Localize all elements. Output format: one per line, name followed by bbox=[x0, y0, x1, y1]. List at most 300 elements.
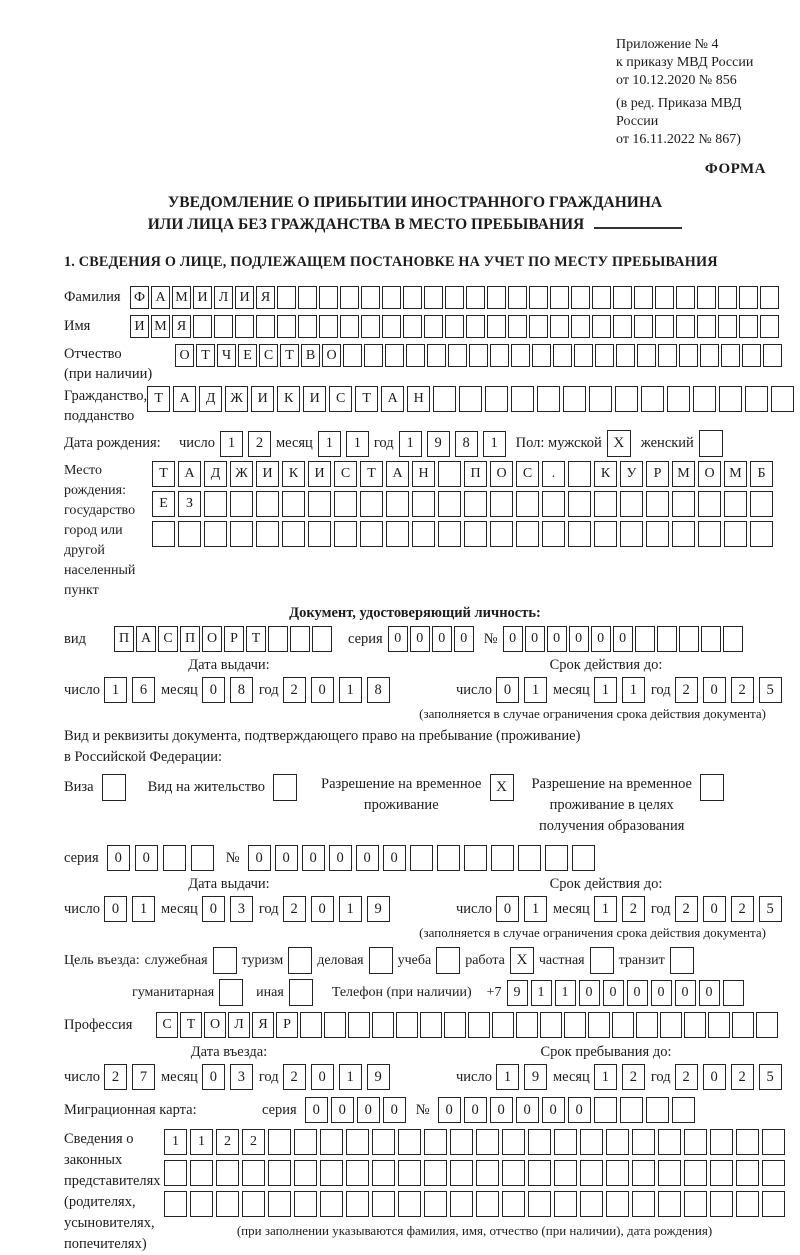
char-cell[interactable] bbox=[762, 1160, 785, 1186]
char-cell[interactable] bbox=[340, 315, 359, 338]
char-cell[interactable] bbox=[450, 1191, 473, 1217]
char-cell[interactable] bbox=[745, 386, 768, 412]
other-checkbox[interactable] bbox=[289, 979, 313, 1006]
char-cell[interactable]: 0 bbox=[496, 896, 519, 922]
residence-permit-checkbox[interactable] bbox=[273, 774, 297, 801]
char-cell[interactable]: 0 bbox=[438, 1097, 461, 1123]
char-cell[interactable] bbox=[718, 315, 737, 338]
char-cell[interactable] bbox=[632, 1160, 655, 1186]
char-cell[interactable] bbox=[298, 315, 317, 338]
char-cell[interactable] bbox=[191, 845, 214, 871]
char-cell[interactable] bbox=[701, 626, 721, 652]
char-cell[interactable] bbox=[698, 491, 721, 517]
char-cell[interactable] bbox=[658, 344, 677, 367]
char-cell[interactable] bbox=[343, 344, 362, 367]
char-cell[interactable]: И bbox=[193, 286, 212, 309]
char-cell[interactable] bbox=[438, 521, 461, 547]
char-cell[interactable] bbox=[563, 386, 586, 412]
char-cell[interactable]: О bbox=[202, 626, 222, 652]
char-cell[interactable] bbox=[592, 286, 611, 309]
char-cell[interactable] bbox=[655, 286, 674, 309]
char-cell[interactable]: 1 bbox=[399, 431, 422, 457]
char-cell[interactable]: 8 bbox=[230, 677, 253, 703]
char-cell[interactable]: 0 bbox=[202, 1064, 225, 1090]
char-cell[interactable] bbox=[502, 1191, 525, 1217]
char-cell[interactable]: 1 bbox=[594, 896, 617, 922]
char-cell[interactable] bbox=[346, 1129, 369, 1155]
char-cell[interactable] bbox=[616, 344, 635, 367]
work-checkbox[interactable]: X bbox=[510, 947, 534, 974]
char-cell[interactable] bbox=[268, 1160, 291, 1186]
char-cell[interactable]: 0 bbox=[311, 896, 334, 922]
char-cell[interactable]: С bbox=[334, 461, 357, 487]
char-cell[interactable] bbox=[412, 521, 435, 547]
char-cell[interactable] bbox=[637, 344, 656, 367]
char-cell[interactable] bbox=[268, 626, 288, 652]
char-cell[interactable] bbox=[319, 286, 338, 309]
char-cell[interactable] bbox=[723, 980, 744, 1006]
char-cell[interactable] bbox=[667, 386, 690, 412]
char-cell[interactable] bbox=[568, 461, 591, 487]
char-cell[interactable] bbox=[710, 1191, 733, 1217]
char-cell[interactable] bbox=[464, 521, 487, 547]
char-cell[interactable]: 0 bbox=[699, 980, 720, 1006]
char-cell[interactable]: 9 bbox=[524, 1064, 547, 1090]
char-cell[interactable]: Н bbox=[407, 386, 430, 412]
char-cell[interactable]: Л bbox=[228, 1012, 250, 1038]
char-cell[interactable] bbox=[277, 286, 296, 309]
char-cell[interactable]: Р bbox=[646, 461, 669, 487]
char-cell[interactable]: П bbox=[180, 626, 200, 652]
char-cell[interactable]: Т bbox=[196, 344, 215, 367]
char-cell[interactable] bbox=[532, 344, 551, 367]
char-cell[interactable]: 0 bbox=[703, 896, 726, 922]
char-cell[interactable] bbox=[655, 315, 674, 338]
char-cell[interactable] bbox=[736, 1129, 759, 1155]
char-cell[interactable] bbox=[606, 1191, 629, 1217]
char-cell[interactable]: 1 bbox=[339, 677, 362, 703]
char-cell[interactable]: А bbox=[151, 286, 170, 309]
char-cell[interactable]: А bbox=[173, 386, 196, 412]
edu-residence-checkbox[interactable] bbox=[700, 774, 724, 801]
char-cell[interactable]: 2 bbox=[242, 1129, 265, 1155]
char-cell[interactable]: Я bbox=[252, 1012, 274, 1038]
char-cell[interactable] bbox=[606, 1129, 629, 1155]
char-cell[interactable]: 2 bbox=[675, 896, 698, 922]
char-cell[interactable] bbox=[190, 1191, 213, 1217]
female-checkbox[interactable] bbox=[699, 430, 723, 457]
char-cell[interactable]: 5 bbox=[759, 896, 782, 922]
char-cell[interactable]: 0 bbox=[579, 980, 600, 1006]
char-cell[interactable]: 0 bbox=[591, 626, 611, 652]
char-cell[interactable]: 0 bbox=[311, 677, 334, 703]
char-cell[interactable]: Т bbox=[246, 626, 266, 652]
male-checkbox[interactable]: X bbox=[607, 430, 631, 457]
char-cell[interactable]: Ж bbox=[230, 461, 253, 487]
char-cell[interactable]: 0 bbox=[356, 845, 379, 871]
char-cell[interactable]: 2 bbox=[675, 1064, 698, 1090]
char-cell[interactable] bbox=[348, 1012, 370, 1038]
char-cell[interactable] bbox=[424, 1129, 447, 1155]
char-cell[interactable]: 0 bbox=[516, 1097, 539, 1123]
char-cell[interactable] bbox=[403, 286, 422, 309]
char-cell[interactable]: К bbox=[282, 461, 305, 487]
char-cell[interactable] bbox=[760, 315, 779, 338]
char-cell[interactable] bbox=[542, 521, 565, 547]
char-cell[interactable]: 0 bbox=[627, 980, 648, 1006]
char-cell[interactable] bbox=[589, 386, 612, 412]
char-cell[interactable] bbox=[672, 521, 695, 547]
char-cell[interactable] bbox=[698, 521, 721, 547]
char-cell[interactable] bbox=[490, 344, 509, 367]
char-cell[interactable]: 1 bbox=[483, 431, 506, 457]
char-cell[interactable] bbox=[398, 1160, 421, 1186]
char-cell[interactable]: 0 bbox=[107, 845, 130, 871]
char-cell[interactable]: 0 bbox=[383, 1097, 406, 1123]
char-cell[interactable] bbox=[554, 1129, 577, 1155]
char-cell[interactable]: 2 bbox=[248, 431, 271, 457]
char-cell[interactable] bbox=[424, 315, 443, 338]
char-cell[interactable] bbox=[762, 1191, 785, 1217]
char-cell[interactable] bbox=[516, 1012, 538, 1038]
char-cell[interactable] bbox=[564, 1012, 586, 1038]
char-cell[interactable]: 9 bbox=[427, 431, 450, 457]
char-cell[interactable] bbox=[361, 315, 380, 338]
char-cell[interactable] bbox=[571, 286, 590, 309]
char-cell[interactable]: 0 bbox=[357, 1097, 380, 1123]
char-cell[interactable] bbox=[242, 1160, 265, 1186]
char-cell[interactable] bbox=[382, 286, 401, 309]
char-cell[interactable] bbox=[464, 491, 487, 517]
char-cell[interactable] bbox=[632, 1129, 655, 1155]
char-cell[interactable]: Н bbox=[412, 461, 435, 487]
char-cell[interactable] bbox=[372, 1191, 395, 1217]
char-cell[interactable]: И bbox=[303, 386, 326, 412]
char-cell[interactable]: 0 bbox=[496, 677, 519, 703]
char-cell[interactable]: 5 bbox=[759, 677, 782, 703]
char-cell[interactable] bbox=[437, 845, 460, 871]
char-cell[interactable] bbox=[672, 1097, 695, 1123]
char-cell[interactable]: 5 bbox=[759, 1064, 782, 1090]
char-cell[interactable]: А bbox=[386, 461, 409, 487]
char-cell[interactable] bbox=[427, 344, 446, 367]
char-cell[interactable] bbox=[214, 315, 233, 338]
char-cell[interactable]: 0 bbox=[135, 845, 158, 871]
char-cell[interactable]: 3 bbox=[230, 1064, 253, 1090]
char-cell[interactable]: 9 bbox=[507, 980, 528, 1006]
char-cell[interactable] bbox=[762, 1129, 785, 1155]
char-cell[interactable] bbox=[204, 521, 227, 547]
char-cell[interactable]: 8 bbox=[455, 431, 478, 457]
char-cell[interactable] bbox=[334, 521, 357, 547]
char-cell[interactable]: С bbox=[516, 461, 539, 487]
char-cell[interactable] bbox=[320, 1129, 343, 1155]
char-cell[interactable] bbox=[294, 1160, 317, 1186]
char-cell[interactable] bbox=[750, 491, 773, 517]
char-cell[interactable] bbox=[490, 521, 513, 547]
char-cell[interactable] bbox=[760, 286, 779, 309]
char-cell[interactable] bbox=[230, 491, 253, 517]
char-cell[interactable] bbox=[554, 1160, 577, 1186]
char-cell[interactable]: 0 bbox=[613, 626, 633, 652]
char-cell[interactable]: 0 bbox=[275, 845, 298, 871]
char-cell[interactable] bbox=[529, 286, 548, 309]
char-cell[interactable] bbox=[298, 286, 317, 309]
char-cell[interactable]: М bbox=[151, 315, 170, 338]
char-cell[interactable] bbox=[721, 344, 740, 367]
char-cell[interactable] bbox=[152, 521, 175, 547]
char-cell[interactable] bbox=[282, 521, 305, 547]
business-checkbox[interactable] bbox=[213, 947, 237, 974]
char-cell[interactable]: 0 bbox=[383, 845, 406, 871]
char-cell[interactable] bbox=[164, 1191, 187, 1217]
char-cell[interactable]: 1 bbox=[496, 1064, 519, 1090]
char-cell[interactable]: 2 bbox=[216, 1129, 239, 1155]
char-cell[interactable] bbox=[491, 845, 514, 871]
char-cell[interactable] bbox=[615, 386, 638, 412]
char-cell[interactable]: 0 bbox=[311, 1064, 334, 1090]
char-cell[interactable] bbox=[635, 626, 655, 652]
char-cell[interactable]: 1 bbox=[104, 677, 127, 703]
char-cell[interactable] bbox=[574, 344, 593, 367]
char-cell[interactable] bbox=[742, 344, 761, 367]
char-cell[interactable]: Я bbox=[172, 315, 191, 338]
char-cell[interactable] bbox=[469, 344, 488, 367]
char-cell[interactable] bbox=[382, 315, 401, 338]
char-cell[interactable] bbox=[508, 315, 527, 338]
char-cell[interactable]: Ч bbox=[217, 344, 236, 367]
char-cell[interactable]: А bbox=[381, 386, 404, 412]
char-cell[interactable] bbox=[444, 1012, 466, 1038]
char-cell[interactable] bbox=[386, 491, 409, 517]
char-cell[interactable]: С bbox=[329, 386, 352, 412]
char-cell[interactable] bbox=[736, 1160, 759, 1186]
char-cell[interactable]: 6 bbox=[132, 677, 155, 703]
char-cell[interactable] bbox=[679, 626, 699, 652]
char-cell[interactable] bbox=[406, 344, 425, 367]
char-cell[interactable]: О bbox=[490, 461, 513, 487]
char-cell[interactable]: 0 bbox=[703, 1064, 726, 1090]
char-cell[interactable]: Е bbox=[152, 491, 175, 517]
char-cell[interactable]: 0 bbox=[603, 980, 624, 1006]
char-cell[interactable]: М bbox=[724, 461, 747, 487]
char-cell[interactable] bbox=[268, 1191, 291, 1217]
char-cell[interactable]: 0 bbox=[675, 980, 696, 1006]
char-cell[interactable]: А bbox=[136, 626, 156, 652]
char-cell[interactable] bbox=[324, 1012, 346, 1038]
char-cell[interactable] bbox=[540, 1012, 562, 1038]
char-cell[interactable] bbox=[719, 386, 742, 412]
char-cell[interactable]: 0 bbox=[542, 1097, 565, 1123]
char-cell[interactable] bbox=[554, 1191, 577, 1217]
char-cell[interactable] bbox=[529, 315, 548, 338]
char-cell[interactable]: 1 bbox=[622, 677, 645, 703]
char-cell[interactable]: 1 bbox=[339, 896, 362, 922]
char-cell[interactable]: Л bbox=[214, 286, 233, 309]
char-cell[interactable]: И bbox=[251, 386, 274, 412]
char-cell[interactable]: И bbox=[308, 461, 331, 487]
char-cell[interactable] bbox=[594, 1097, 617, 1123]
char-cell[interactable] bbox=[708, 1012, 730, 1038]
char-cell[interactable] bbox=[620, 521, 643, 547]
char-cell[interactable]: И bbox=[130, 315, 149, 338]
char-cell[interactable] bbox=[763, 344, 782, 367]
char-cell[interactable] bbox=[487, 286, 506, 309]
char-cell[interactable] bbox=[492, 1012, 514, 1038]
char-cell[interactable]: 1 bbox=[524, 896, 547, 922]
char-cell[interactable] bbox=[216, 1191, 239, 1217]
char-cell[interactable]: 7 bbox=[132, 1064, 155, 1090]
char-cell[interactable]: М bbox=[672, 461, 695, 487]
char-cell[interactable] bbox=[756, 1012, 778, 1038]
char-cell[interactable] bbox=[528, 1129, 551, 1155]
char-cell[interactable] bbox=[550, 286, 569, 309]
char-cell[interactable]: 1 bbox=[524, 677, 547, 703]
char-cell[interactable] bbox=[308, 521, 331, 547]
char-cell[interactable] bbox=[464, 845, 487, 871]
char-cell[interactable] bbox=[646, 521, 669, 547]
char-cell[interactable] bbox=[646, 1097, 669, 1123]
humanitarian-checkbox[interactable] bbox=[219, 979, 243, 1006]
char-cell[interactable] bbox=[256, 491, 279, 517]
char-cell[interactable] bbox=[684, 1160, 707, 1186]
char-cell[interactable]: 0 bbox=[651, 980, 672, 1006]
char-cell[interactable] bbox=[372, 1129, 395, 1155]
char-cell[interactable] bbox=[282, 491, 305, 517]
char-cell[interactable] bbox=[340, 286, 359, 309]
char-cell[interactable] bbox=[433, 386, 456, 412]
char-cell[interactable] bbox=[594, 521, 617, 547]
char-cell[interactable] bbox=[658, 1129, 681, 1155]
char-cell[interactable]: 0 bbox=[703, 677, 726, 703]
char-cell[interactable] bbox=[424, 1191, 447, 1217]
char-cell[interactable] bbox=[620, 491, 643, 517]
char-cell[interactable] bbox=[508, 286, 527, 309]
char-cell[interactable]: В bbox=[301, 344, 320, 367]
char-cell[interactable]: К bbox=[594, 461, 617, 487]
char-cell[interactable]: 1 bbox=[318, 431, 341, 457]
char-cell[interactable]: У bbox=[620, 461, 643, 487]
char-cell[interactable] bbox=[445, 315, 464, 338]
char-cell[interactable] bbox=[230, 521, 253, 547]
char-cell[interactable] bbox=[511, 344, 530, 367]
char-cell[interactable] bbox=[190, 1160, 213, 1186]
char-cell[interactable]: Т bbox=[180, 1012, 202, 1038]
char-cell[interactable] bbox=[403, 315, 422, 338]
char-cell[interactable]: 1 bbox=[594, 677, 617, 703]
char-cell[interactable] bbox=[216, 1160, 239, 1186]
char-cell[interactable]: 9 bbox=[367, 896, 390, 922]
char-cell[interactable] bbox=[490, 491, 513, 517]
char-cell[interactable] bbox=[528, 1191, 551, 1217]
char-cell[interactable] bbox=[580, 1191, 603, 1217]
char-cell[interactable] bbox=[502, 1160, 525, 1186]
char-cell[interactable] bbox=[568, 491, 591, 517]
char-cell[interactable] bbox=[594, 491, 617, 517]
commercial-checkbox[interactable] bbox=[369, 947, 393, 974]
private-checkbox[interactable] bbox=[590, 947, 614, 974]
char-cell[interactable] bbox=[290, 626, 310, 652]
char-cell[interactable] bbox=[718, 286, 737, 309]
char-cell[interactable] bbox=[634, 315, 653, 338]
char-cell[interactable]: Д bbox=[199, 386, 222, 412]
char-cell[interactable] bbox=[724, 521, 747, 547]
char-cell[interactable]: 0 bbox=[432, 626, 452, 652]
char-cell[interactable] bbox=[294, 1129, 317, 1155]
char-cell[interactable]: О bbox=[322, 344, 341, 367]
char-cell[interactable] bbox=[710, 1129, 733, 1155]
visa-checkbox[interactable] bbox=[102, 774, 126, 801]
char-cell[interactable] bbox=[542, 491, 565, 517]
char-cell[interactable] bbox=[410, 845, 433, 871]
char-cell[interactable]: Я bbox=[256, 286, 275, 309]
char-cell[interactable] bbox=[641, 386, 664, 412]
char-cell[interactable] bbox=[193, 315, 212, 338]
char-cell[interactable]: 0 bbox=[410, 626, 430, 652]
char-cell[interactable]: Т bbox=[147, 386, 170, 412]
char-cell[interactable] bbox=[386, 521, 409, 547]
char-cell[interactable] bbox=[528, 1160, 551, 1186]
char-cell[interactable]: 0 bbox=[302, 845, 325, 871]
char-cell[interactable] bbox=[672, 491, 695, 517]
char-cell[interactable] bbox=[485, 386, 508, 412]
char-cell[interactable]: 2 bbox=[283, 896, 306, 922]
char-cell[interactable]: Т bbox=[360, 461, 383, 487]
char-cell[interactable]: С bbox=[156, 1012, 178, 1038]
char-cell[interactable]: Е bbox=[238, 344, 257, 367]
char-cell[interactable] bbox=[736, 1191, 759, 1217]
char-cell[interactable] bbox=[346, 1160, 369, 1186]
char-cell[interactable]: Т bbox=[152, 461, 175, 487]
char-cell[interactable] bbox=[163, 845, 186, 871]
char-cell[interactable] bbox=[657, 626, 677, 652]
char-cell[interactable]: 0 bbox=[525, 626, 545, 652]
char-cell[interactable]: О bbox=[175, 344, 194, 367]
char-cell[interactable] bbox=[361, 286, 380, 309]
char-cell[interactable]: И bbox=[256, 461, 279, 487]
char-cell[interactable]: 0 bbox=[503, 626, 523, 652]
char-cell[interactable] bbox=[592, 315, 611, 338]
char-cell[interactable] bbox=[438, 461, 461, 487]
tourism-checkbox[interactable] bbox=[288, 947, 312, 974]
char-cell[interactable] bbox=[724, 491, 747, 517]
char-cell[interactable] bbox=[634, 286, 653, 309]
temp-residence-checkbox[interactable]: X bbox=[490, 774, 514, 801]
char-cell[interactable] bbox=[613, 315, 632, 338]
char-cell[interactable] bbox=[445, 286, 464, 309]
char-cell[interactable] bbox=[468, 1012, 490, 1038]
char-cell[interactable]: 0 bbox=[104, 896, 127, 922]
char-cell[interactable]: 0 bbox=[569, 626, 589, 652]
char-cell[interactable]: С bbox=[158, 626, 178, 652]
char-cell[interactable]: . bbox=[542, 461, 565, 487]
char-cell[interactable]: 1 bbox=[190, 1129, 213, 1155]
char-cell[interactable] bbox=[268, 1129, 291, 1155]
char-cell[interactable] bbox=[588, 1012, 610, 1038]
char-cell[interactable] bbox=[545, 845, 568, 871]
char-cell[interactable] bbox=[360, 521, 383, 547]
char-cell[interactable]: Ф bbox=[130, 286, 149, 309]
char-cell[interactable] bbox=[571, 315, 590, 338]
char-cell[interactable] bbox=[372, 1160, 395, 1186]
char-cell[interactable] bbox=[613, 286, 632, 309]
char-cell[interactable]: 2 bbox=[283, 1064, 306, 1090]
char-cell[interactable]: 2 bbox=[622, 896, 645, 922]
char-cell[interactable] bbox=[459, 386, 482, 412]
char-cell[interactable] bbox=[684, 1012, 706, 1038]
char-cell[interactable]: 0 bbox=[490, 1097, 513, 1123]
char-cell[interactable]: 2 bbox=[622, 1064, 645, 1090]
